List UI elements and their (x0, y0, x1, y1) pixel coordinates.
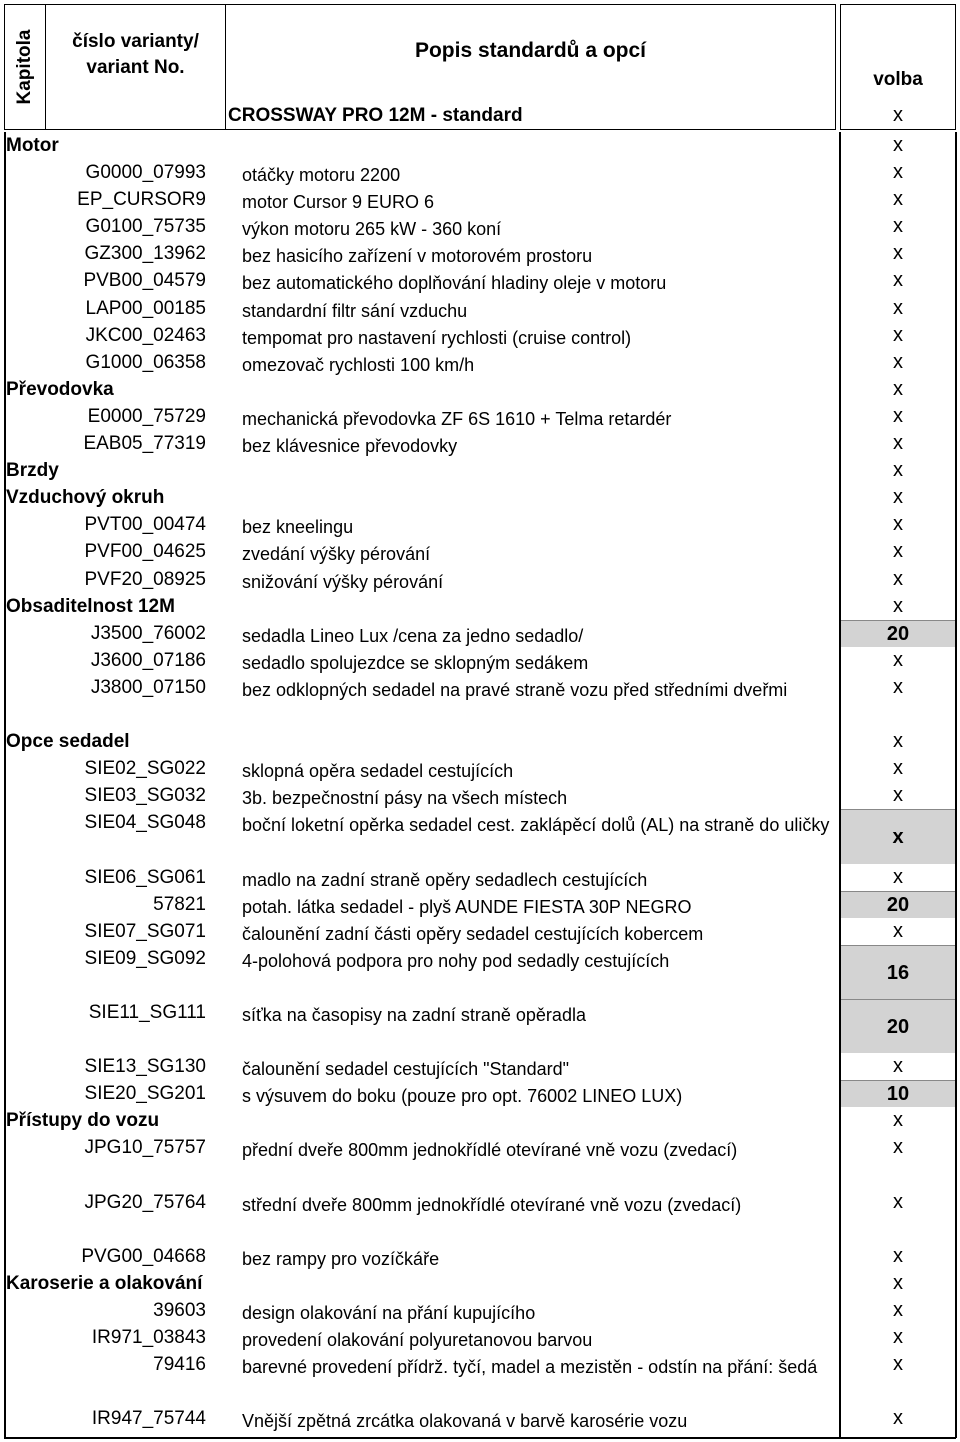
category-label: Vzduchový okruh (6, 487, 165, 509)
option-description: bez klávesnice převodovky (242, 436, 458, 457)
volba-cell: x (893, 1244, 903, 1267)
option-description: 4-polohová podpora pro nohy pod sedadly cestujících (242, 950, 670, 971)
option-description: sklopná opěra sedadel cestujících (242, 761, 514, 782)
option-description: bez kneelingu (242, 517, 354, 538)
volba-cell: x (893, 567, 903, 590)
option-row (0, 1053, 960, 1080)
volba-cell: x (893, 540, 903, 563)
variant-code: JKC00_02463 (85, 324, 206, 346)
option-description: sedadla Lineo Lux /cena za jedno sedadlo/ (242, 625, 584, 646)
variant-code: SIE02_SG022 (84, 758, 206, 780)
category-row (0, 728, 960, 755)
option-description: Vnější zpětná zrcátka olakovaná v barvě karosérie vozu (242, 1411, 688, 1432)
category-label: Motor (6, 135, 59, 156)
option-row (0, 349, 960, 376)
option-row (0, 945, 960, 999)
option-row (0, 159, 960, 186)
variant-code: E0000_75729 (87, 405, 206, 427)
volba-cell: x (893, 757, 903, 780)
category-row (0, 1107, 960, 1134)
variant-code: J3800_07150 (90, 676, 206, 698)
option-row (0, 511, 960, 538)
option-description: barevné provedení přídrž. tyčí, madel a mezistěn - odstín na přání: šedá (242, 1357, 818, 1378)
variant-code: PVF00_04625 (84, 541, 206, 563)
header-variant-cell (46, 4, 226, 130)
volba-cell: x (893, 134, 903, 156)
variant-code: LAP00_00185 (85, 297, 206, 319)
volba-cell: x (893, 188, 903, 211)
option-row (0, 1297, 960, 1324)
option-row (0, 1189, 960, 1243)
volba-cell: x (893, 215, 903, 238)
table-header (0, 0, 960, 130)
option-description: bez hasicího zařízení v motorovém prostoru (242, 246, 593, 267)
category-row (0, 593, 960, 620)
option-description: potah. látka sedadel - plyš AUNDE FIESTA 30P NEGRO (242, 896, 692, 917)
variant-code: SIE04_SG048 (84, 812, 206, 834)
bottom-border-line (4, 1437, 956, 1439)
variant-code: PVG00_04668 (81, 1245, 206, 1267)
volba-cell: x (893, 161, 903, 184)
option-description: otáčky motoru 2200 (242, 165, 401, 186)
option-description: provedení olakování polyuretanovou barvou (242, 1330, 593, 1351)
option-row (0, 1080, 960, 1107)
option-row (0, 999, 960, 1053)
volba-cell: 20 (840, 620, 956, 647)
variant-code: G0000_07993 (85, 162, 206, 184)
option-description: motor Cursor 9 EURO 6 (242, 192, 435, 213)
variant-code: EAB05_77319 (83, 433, 206, 455)
option-description: omezovač rychlosti 100 km/h (242, 354, 475, 375)
variant-code: 57821 (153, 893, 206, 915)
volba-cell: x (893, 865, 903, 888)
option-description: 3b. bezpečnostní pásy na všech místech (242, 788, 568, 809)
category-row (0, 132, 960, 159)
volba-cell: 10 (840, 1080, 956, 1107)
category-row (0, 376, 960, 403)
variant-code: SIE09_SG092 (84, 947, 206, 969)
right-border-line (955, 132, 957, 1438)
option-row (0, 267, 960, 294)
option-row (0, 538, 960, 565)
option-description: s výsuvem do boku (pouze pro opt. 76002 LINEO LUX) (242, 1086, 683, 1107)
option-row (0, 430, 960, 457)
option-row (0, 213, 960, 240)
option-row (0, 1324, 960, 1351)
variant-code: SIE03_SG032 (84, 785, 206, 807)
category-row (0, 484, 960, 511)
option-description: střední dveře 800mm jednokřídlé otevírané vně vozu (zvedací) (242, 1194, 742, 1215)
category-label: Brzdy (6, 460, 59, 482)
option-description: design olakování na přání kupujícího (242, 1303, 536, 1324)
header-description-cell (226, 4, 836, 130)
volba-cell: x (893, 1326, 903, 1349)
variant-code: IR947_75744 (91, 1408, 206, 1430)
header-chapter-label: Kapitola (14, 29, 35, 105)
volba-cell: x (893, 1299, 903, 1322)
volba-cell: x (893, 1190, 903, 1213)
variant-code: SIE07_SG071 (84, 920, 206, 942)
volba-cell: x (893, 513, 903, 536)
standard-model-label: CROSSWAY PRO 12M - standard (228, 105, 523, 126)
volba-cell: x (893, 1136, 903, 1159)
option-row (0, 403, 960, 430)
volba-cell: x (893, 459, 903, 482)
option-description: čalounění sedadel cestujících "Standard" (242, 1059, 569, 1080)
option-row (0, 647, 960, 674)
option-row (0, 755, 960, 782)
volba-cell: x (893, 1353, 903, 1376)
volba-cell: x (893, 1109, 903, 1132)
option-description: sedadlo spolujezdce se sklopným sedákem (242, 652, 589, 673)
variant-code: 39603 (153, 1300, 206, 1322)
volba-cell: x (893, 675, 903, 698)
volba-cell: x (893, 269, 903, 292)
option-row (0, 240, 960, 267)
volba-cell: x (893, 594, 903, 617)
header-title: Popis standardů a opcí (414, 39, 647, 62)
variant-code: GZ300_13962 (84, 243, 206, 265)
variant-code: PVB00_04579 (83, 270, 206, 292)
option-description: bez automatického doplňování hladiny oleje v motoru (242, 273, 667, 294)
option-description: bez odklopných sedadel na pravé straně vozu před středními dveřmi (242, 679, 788, 700)
variant-code: SIE13_SG130 (84, 1056, 206, 1078)
volba-cell: 20 (840, 999, 956, 1053)
left-border-line (4, 132, 6, 1438)
volba-cell: 16 (840, 945, 956, 999)
option-description: mechanická převodovka ZF 6S 1610 + Telma retardér (242, 408, 672, 429)
option-row (0, 322, 960, 349)
category-label: Přístupy do vozu (6, 1110, 160, 1132)
option-description: boční loketní opěrka sedadel cest. zaklápěcí dolů (AL) na straně do uličky (242, 815, 830, 836)
variant-code: JPG10_75757 (84, 1137, 206, 1159)
option-description: snižování výšky pérování (242, 571, 444, 592)
option-row (0, 566, 960, 593)
option-description: síťka na časopisy na zadní straně opěradla (242, 1005, 586, 1025)
variant-code: PVT00_00474 (84, 514, 206, 536)
variant-code: SIE11_SG111 (88, 1002, 206, 1023)
option-row (0, 1134, 960, 1188)
option-row (0, 1351, 960, 1405)
header-variant-line2: variant No. (86, 57, 185, 78)
volba-cell: x (893, 784, 903, 807)
option-description: přední dveře 800mm jednokřídlé otevírané vně vozu (zvedací) (242, 1140, 738, 1161)
volba-cell: x (893, 323, 903, 346)
option-row (0, 620, 960, 647)
variant-code: PVF20_08925 (84, 568, 206, 590)
header-volba-label: volba (873, 69, 923, 90)
volba-cell: x (893, 730, 903, 753)
category-row (0, 1270, 960, 1297)
category-label: Obsaditelnost 12M (6, 595, 175, 617)
volba-cell: x (893, 242, 903, 265)
header-variant-label (46, 29, 225, 81)
header-chapter-cell (4, 4, 46, 130)
variant-code: J3600_07186 (90, 649, 206, 671)
variant-code: 79416 (153, 1354, 206, 1376)
variant-code: G0100_75735 (85, 216, 206, 238)
volba-cell: x (840, 809, 956, 863)
option-row (0, 1405, 960, 1432)
option-row (0, 891, 960, 918)
volba-left-line (839, 132, 841, 1438)
option-row (0, 918, 960, 945)
variant-code: SIE06_SG061 (84, 866, 206, 888)
volba-cell: x (893, 350, 903, 373)
variant-code: G1000_06358 (85, 351, 206, 373)
volba-cell: 20 (840, 891, 956, 918)
option-row (0, 809, 960, 863)
option-row (0, 186, 960, 213)
option-row (0, 295, 960, 322)
option-row (0, 674, 960, 728)
volba-cell: x (893, 1271, 903, 1294)
category-label: Karoserie a olakování (6, 1272, 203, 1294)
option-row (0, 1243, 960, 1270)
option-description: standardní filtr sání vzduchu (242, 300, 468, 321)
option-description: bez rampy pro vozíčkáře (242, 1248, 440, 1269)
category-row (0, 457, 960, 484)
volba-cell: x (893, 296, 903, 319)
volba-cell: x (893, 486, 903, 509)
category-label: Opce sedadel (6, 731, 130, 753)
variant-code: J3500_76002 (90, 622, 206, 644)
category-label: Převodovka (6, 378, 114, 400)
volba-cell: x (893, 1407, 903, 1430)
volba-cell: x (893, 1055, 903, 1078)
option-description: výkon motoru 265 kW - 360 koní (242, 219, 502, 240)
volba-cell: x (893, 648, 903, 671)
option-row (0, 864, 960, 891)
volba-cell: x (893, 919, 903, 942)
variant-code: EP_CURSOR9 (77, 189, 206, 211)
variant-code: JPG20_75764 (84, 1191, 206, 1213)
volba-cell: x (893, 377, 903, 400)
option-description: čalounění zadní části opěry sedadel cestujících kobercem (242, 923, 704, 944)
spec-rows (0, 132, 960, 1433)
header-variant-line1: číslo varianty/ (72, 31, 199, 52)
option-row (0, 782, 960, 809)
variant-code: IR971_03843 (91, 1327, 206, 1349)
standard-volba-mark: x (893, 104, 903, 126)
variant-code: SIE20_SG201 (84, 1083, 206, 1105)
volba-cell: x (893, 432, 903, 455)
option-description: madlo na zadní straně opěry sedadlech cestujících (242, 869, 648, 890)
volba-cell: x (893, 404, 903, 427)
option-description: zvedání výšky pérování (242, 544, 431, 565)
option-description: tempomat pro nastavení rychlosti (cruise control) (242, 327, 632, 348)
